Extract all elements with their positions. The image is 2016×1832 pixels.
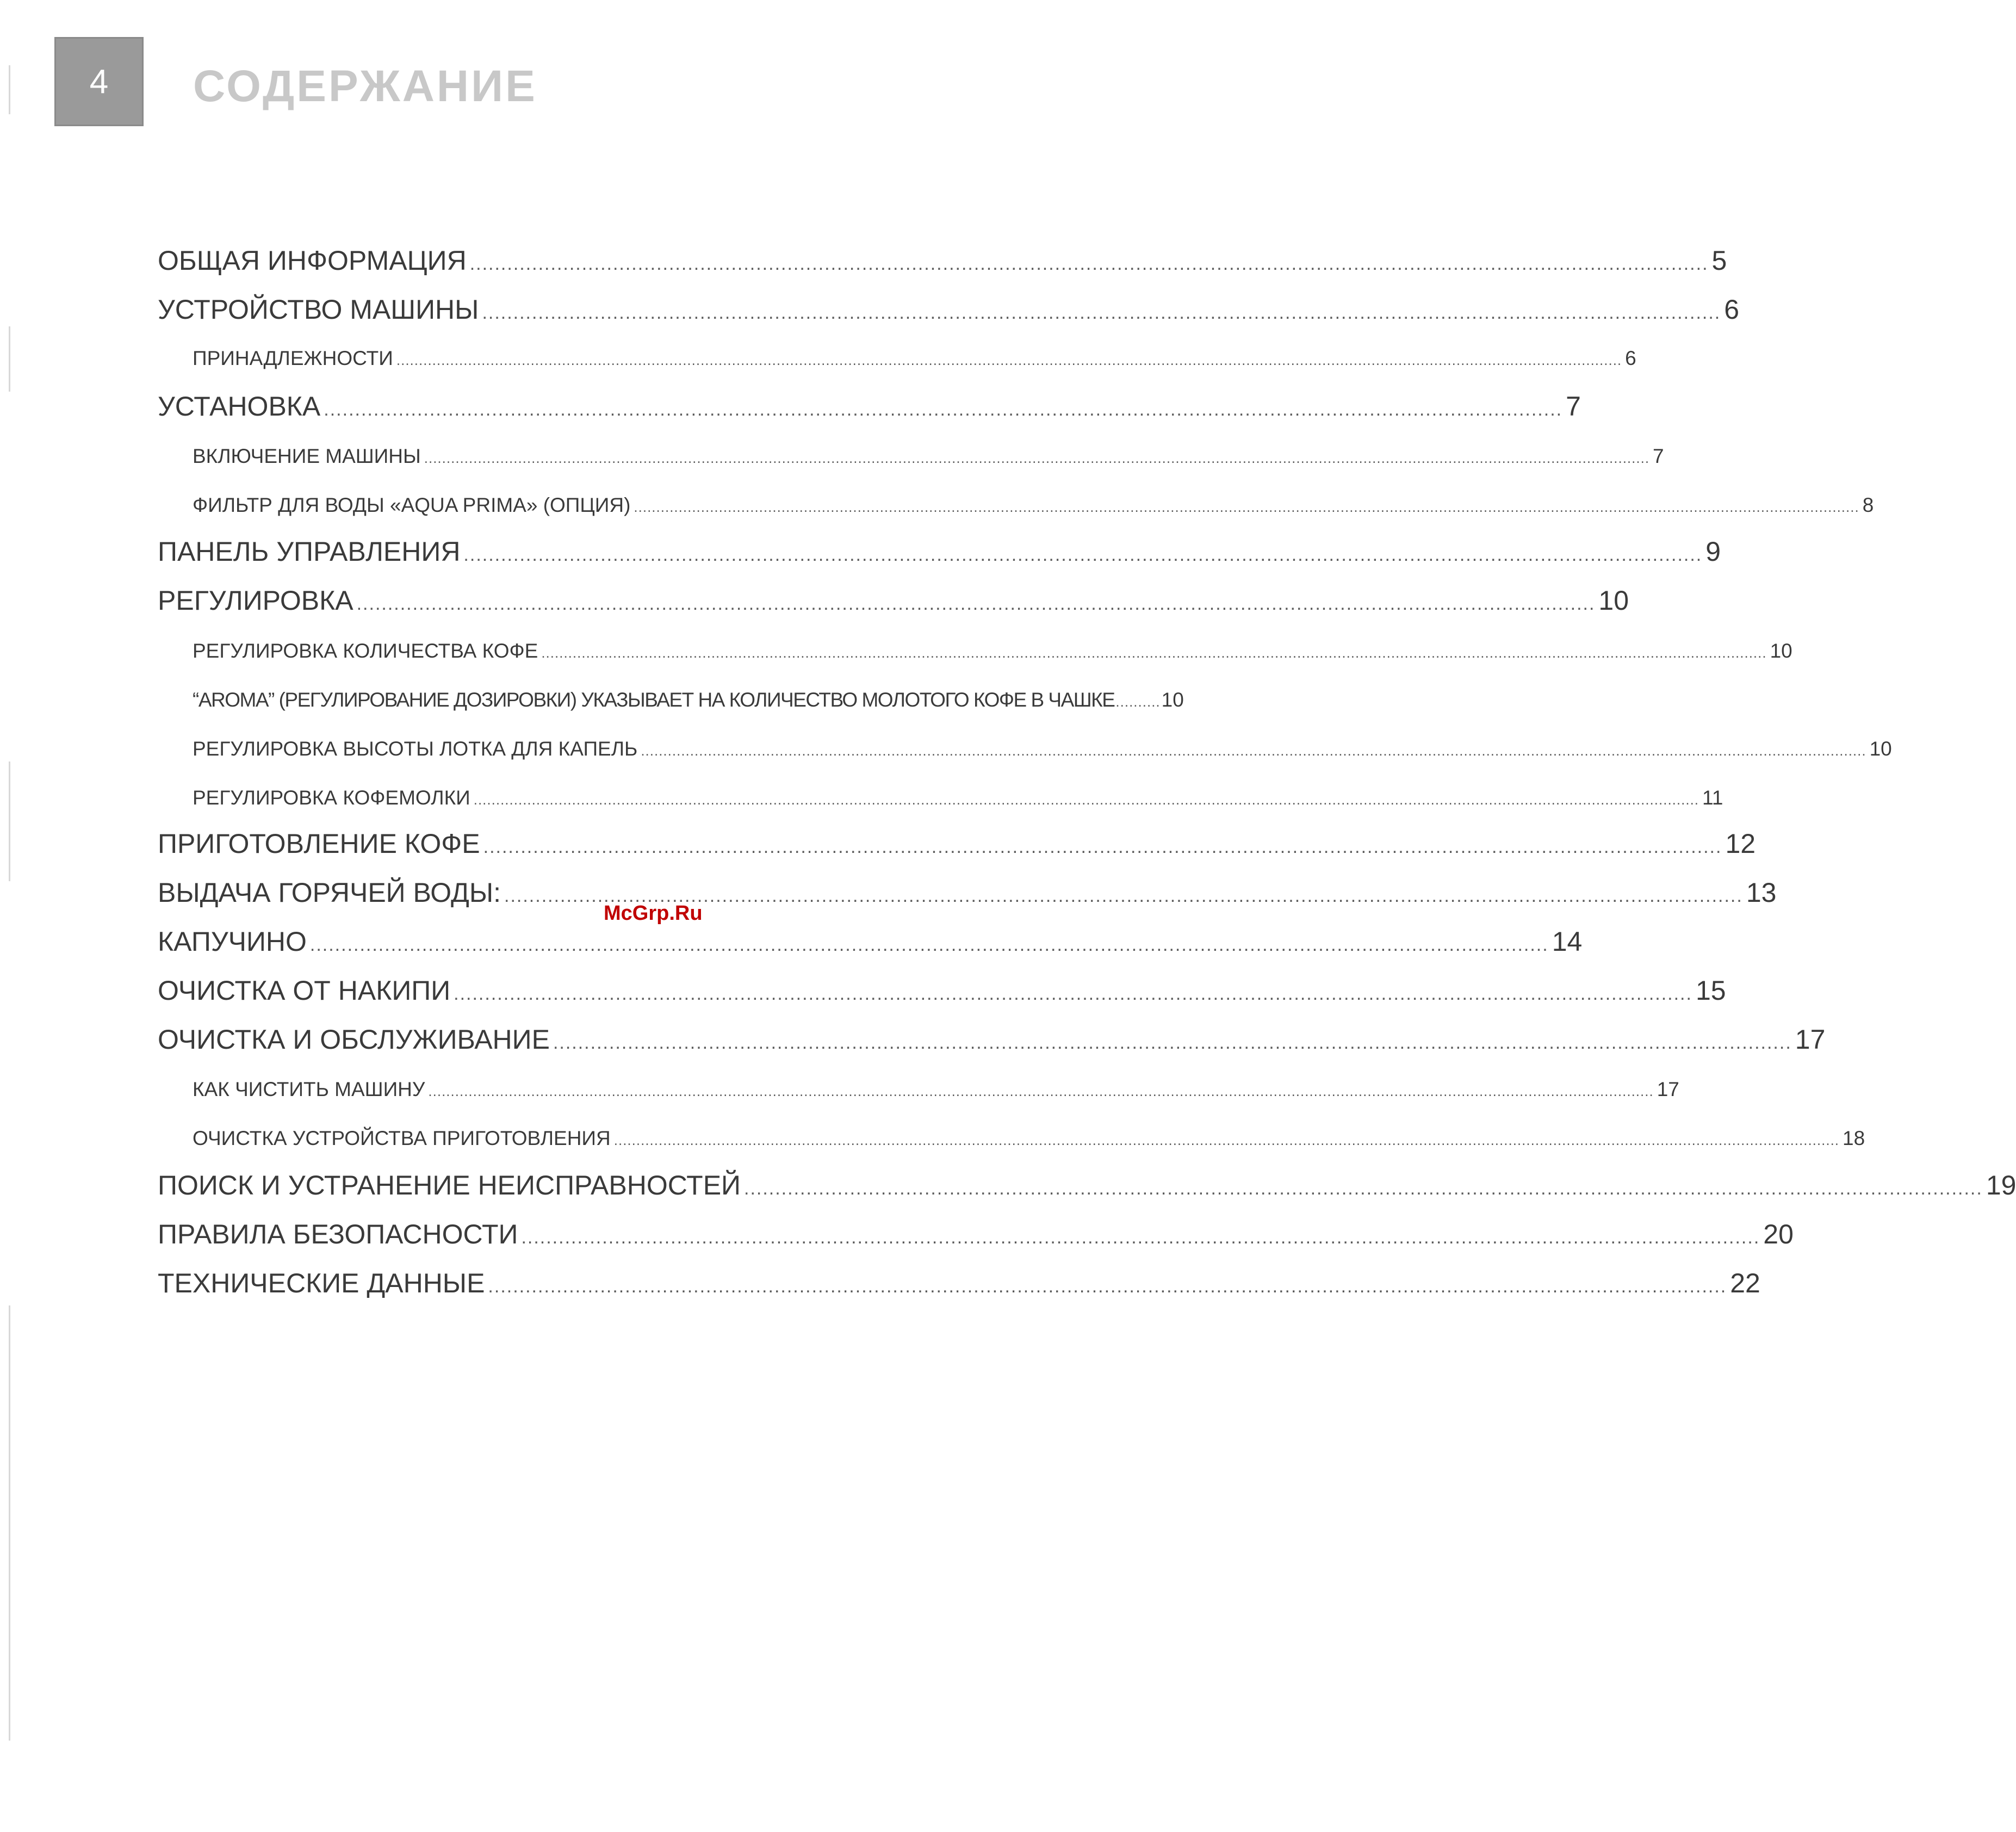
toc-entry-label: “AROMA” (РЕГУЛИРОВАНИЕ ДОЗИРОВКИ) УКАЗЫВАЕТ НА КОЛИЧЕСТВО МОЛОТОГО КОФЕ В ЧАШКЕ xyxy=(193,689,1115,711)
toc-entry-label: ПАНЕЛЬ УПРАВЛЕНИЯ xyxy=(158,536,461,567)
toc-entry-label: КАК ЧИСТИТЬ МАШИНУ xyxy=(193,1078,425,1100)
toc-leader: ....................................................................................................................................................................................................... xyxy=(454,983,1692,1004)
toc-entry-label: УСТРОЙСТВО МАШИНЫ xyxy=(158,294,479,325)
toc-entry-page: 18 xyxy=(1843,1127,1865,1149)
toc-entry-label: ОЧИСТКА УСТРОЙСТВА ПРИГОТОВЛЕНИЯ xyxy=(193,1127,611,1149)
toc-entry-page: 8 xyxy=(1862,494,1874,516)
toc-entry-page: 19 xyxy=(1986,1170,2016,1200)
toc-entry[interactable] xyxy=(158,926,1583,961)
toc-entry[interactable] xyxy=(158,245,1727,280)
page-number-box xyxy=(54,37,144,126)
toc-leader: ....................................................................................................................................................................................................... xyxy=(463,544,1703,565)
toc-leader: .................................................................................................................................................................................................................................................................................. xyxy=(641,742,1866,759)
toc-leader: .................................................................................................................................................................................................................................................................................. xyxy=(396,352,1622,368)
toc-entry-page: 7 xyxy=(1566,391,1581,422)
toc-entry-label: ПРИГОТОВЛЕНИЕ КОФЕ xyxy=(158,828,480,859)
toc-leader: .................................................................................................................................................................................................................................................................................. xyxy=(428,1083,1654,1099)
toc-entry-label: ФИЛЬТР ДЛЯ ВОДЫ «AQUA PRIMA» (ОПЦИЯ) xyxy=(193,494,631,516)
toc-entry[interactable] xyxy=(158,1024,1826,1059)
toc-leader: ....................................................................................................................................................................................................... xyxy=(324,399,1563,420)
toc-entry-label: ВЫДАЧА ГОРЯЧЕЙ ВОДЫ: xyxy=(158,877,501,908)
toc-entry-page: 10 xyxy=(1598,585,1629,616)
toc-entry-label: УСТАНОВКА xyxy=(158,391,321,422)
toc-entry[interactable] xyxy=(158,1267,1760,1302)
toc-entry-page: 7 xyxy=(1653,445,1664,467)
toc-leader: ....................................................................................................................................................................................................... xyxy=(483,837,1722,857)
toc-entry-label: РЕГУЛИРОВКА КОФЕМОЛКИ xyxy=(193,787,470,809)
toc-entry-page: 6 xyxy=(1625,347,1636,369)
toc-leader: ....................................................................................................................................................................................................... xyxy=(356,593,1596,614)
scan-edge xyxy=(9,1305,10,1741)
toc-entry-label: ПРИНАДЛЕЖНОСТИ xyxy=(193,347,393,369)
toc-entry-label: ОЧИСТКА И ОБСЛУЖИВАНИЕ xyxy=(158,1024,550,1055)
toc-entry-label: ПРАВИЛА БЕЗОПАСНОСТИ xyxy=(158,1219,518,1249)
scan-edge xyxy=(9,326,10,392)
toc-entry[interactable] xyxy=(193,689,1184,716)
toc-entry[interactable] xyxy=(158,585,1629,620)
toc-entry[interactable] xyxy=(158,391,1581,425)
toc-entry[interactable] xyxy=(158,828,1756,863)
toc-leader: ....................................................................................................................................................................................................... xyxy=(482,302,1721,323)
page-number: 4 xyxy=(89,63,109,101)
scan-edge xyxy=(9,762,10,881)
toc-entry-page: 11 xyxy=(1702,787,1723,809)
toc-leader: .................................................................................................................................................................................................................................................................................. xyxy=(541,645,1767,661)
toc-entry-page: 17 xyxy=(1795,1024,1826,1055)
watermark: McGrp.Ru xyxy=(604,902,703,925)
toc-entry-page: 5 xyxy=(1711,245,1727,276)
toc-leader: ....................................................................................................................................................................................................... xyxy=(744,1178,1983,1199)
toc-entry[interactable] xyxy=(158,1169,2016,1204)
toc-entry-label: ОЧИСТКА ОТ НАКИПИ xyxy=(158,975,451,1006)
page-title: СОДЕРЖАНИЕ xyxy=(193,61,537,111)
toc-entry-page: 13 xyxy=(1746,877,1777,908)
toc-entry-page: 10 xyxy=(1869,738,1892,760)
toc-leader: .................................................................................................................................................................................................................................................................................. xyxy=(424,450,1650,466)
toc-entry-label: РЕГУЛИРОВКА xyxy=(158,585,353,616)
toc-entry-label: КАПУЧИНО xyxy=(158,926,307,957)
toc-entry-page: 6 xyxy=(1724,294,1740,325)
toc-leader: ....................................................................................................................................................................................................... xyxy=(553,1032,1792,1053)
toc-entry-page: 9 xyxy=(1705,536,1721,567)
toc-leader: ....................................................................................................................................................................................................... xyxy=(521,1227,1760,1248)
toc-entry[interactable] xyxy=(158,975,1726,1010)
toc-entry-page: 22 xyxy=(1730,1268,1760,1298)
toc-entry[interactable] xyxy=(193,494,1874,521)
toc-entry[interactable] xyxy=(193,1078,1679,1105)
toc-entry-page: 17 xyxy=(1657,1078,1679,1100)
toc-entry[interactable] xyxy=(193,445,1664,472)
toc-entry-label: РЕГУЛИРОВКА КОЛИЧЕСТВА КОФЕ xyxy=(193,640,538,662)
toc-entry-page: 10 xyxy=(1161,689,1184,711)
toc-entry[interactable] xyxy=(193,738,1892,765)
toc-entry-page: 10 xyxy=(1770,640,1792,662)
toc-leader: ....................................................................................................................................................................................................... xyxy=(504,886,1743,906)
toc-leader: ....................................................................................................................................................................................................... xyxy=(469,253,1709,274)
toc-entry[interactable] xyxy=(193,640,1792,667)
toc-entry-label: ОБЩАЯ ИНФОРМАЦИЯ xyxy=(158,245,467,276)
toc-entry-page: 20 xyxy=(1763,1219,1794,1249)
toc-leader: .................................................................................................................................................................................................................................................................................. xyxy=(634,499,1859,515)
toc-leader: ....................................................................................................................................................................................................... xyxy=(309,934,1549,955)
toc-entry[interactable] xyxy=(193,787,1723,814)
toc-entry-label: РЕГУЛИРОВКА ВЫСОТЫ ЛОТКА ДЛЯ КАПЕЛЬ xyxy=(193,738,638,760)
toc-entry[interactable] xyxy=(158,294,1740,329)
scan-edge xyxy=(9,65,10,114)
toc-leader: .................................................................................................................................................................................................................................................................................. xyxy=(473,791,1699,808)
toc-entry[interactable] xyxy=(158,1218,1794,1253)
toc-entry-page: 14 xyxy=(1552,926,1583,957)
toc-leader: .......... xyxy=(1115,694,1161,710)
toc-entry-page: 15 xyxy=(1695,975,1726,1006)
toc-entry-label: ПОИСК И УСТРАНЕНИЕ НЕИСПРАВНОСТЕЙ xyxy=(158,1170,741,1200)
toc-entry-label: ТЕХНИЧЕСКИЕ ДАННЫЕ xyxy=(158,1268,485,1298)
toc-leader: ....................................................................................................................................................................................................... xyxy=(488,1276,1727,1297)
toc-entry-label: ВКЛЮЧЕНИЕ МАШИНЫ xyxy=(193,445,421,467)
toc-leader: .................................................................................................................................................................................................................................................................................. xyxy=(613,1132,1840,1148)
toc-entry[interactable] xyxy=(193,1127,1865,1154)
toc-entry[interactable] xyxy=(158,536,1721,571)
toc-entry[interactable] xyxy=(193,347,1636,374)
toc-entry-page: 12 xyxy=(1725,828,1756,859)
